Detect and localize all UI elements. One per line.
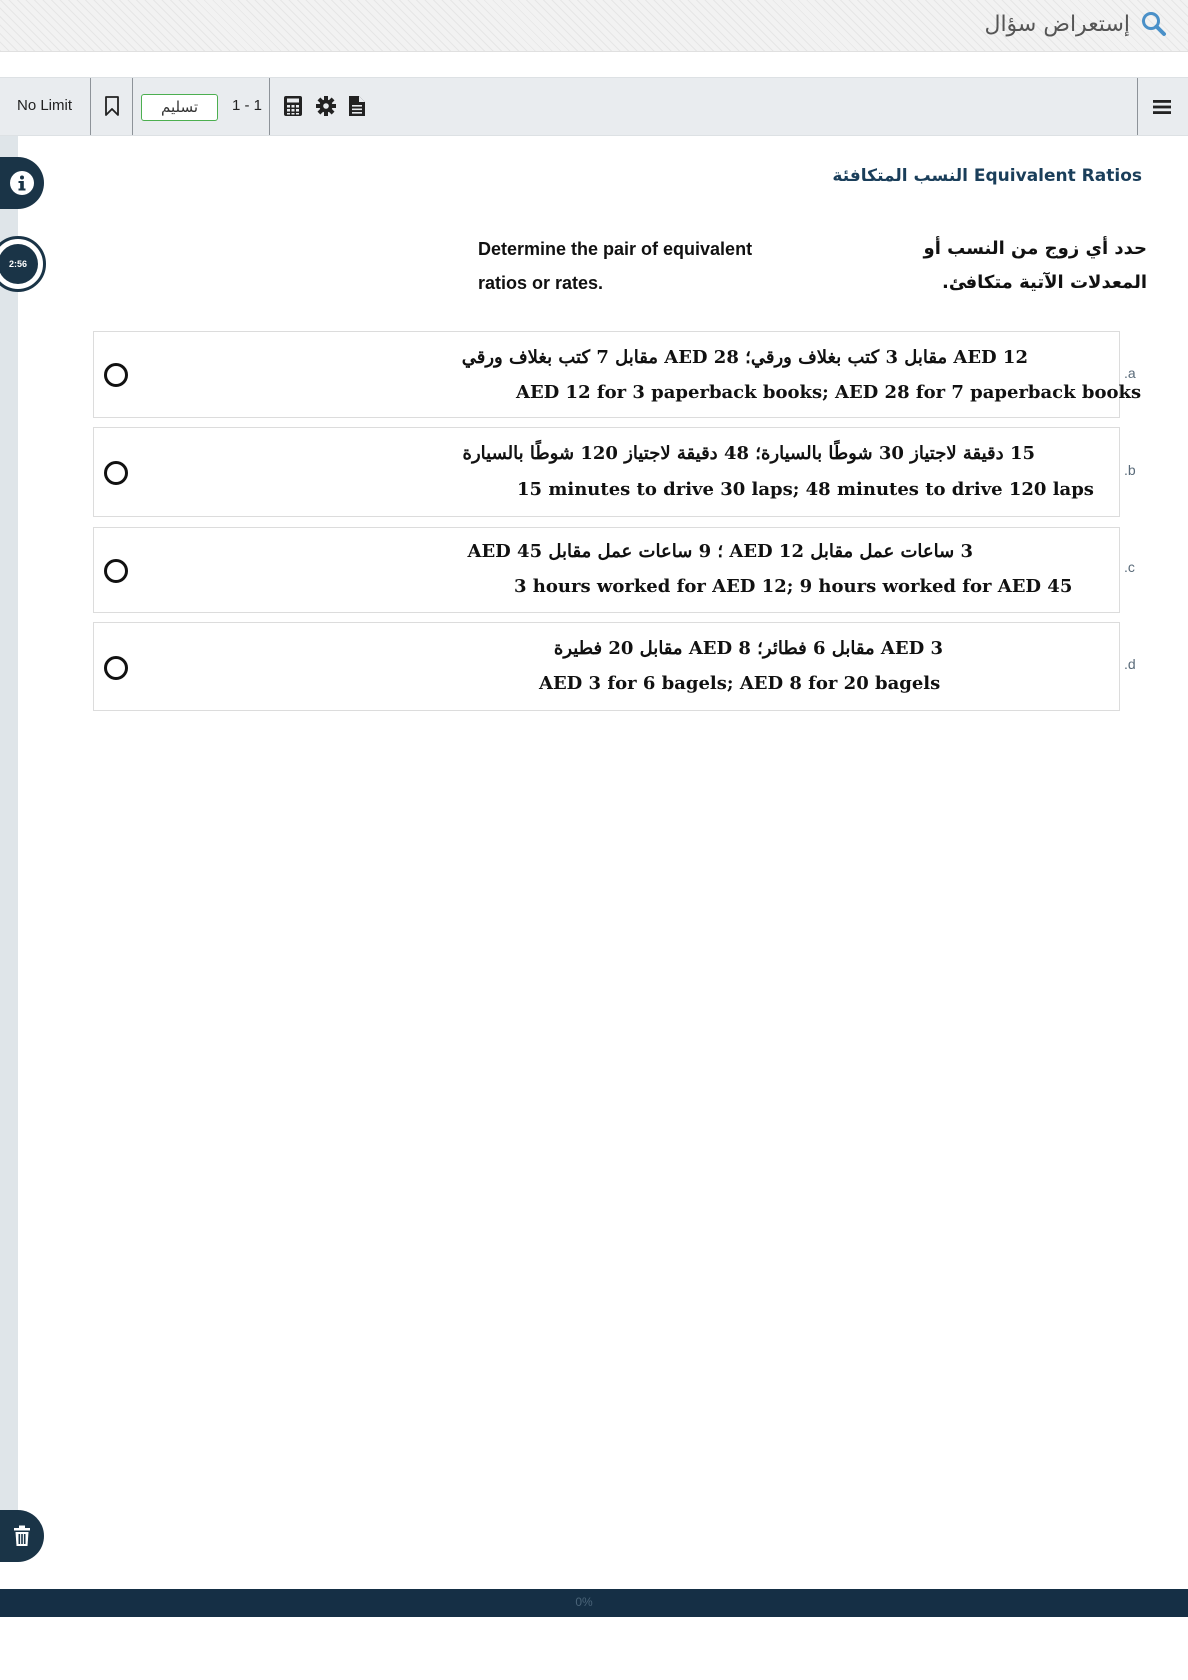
timer-value: 2:56 bbox=[0, 244, 38, 284]
option-letter: .a bbox=[1124, 365, 1136, 381]
option-text-ar: 3 ساعات عمل مقابل AED 12 ؛ 9 ساعات عمل مقابل AED 45 bbox=[467, 541, 973, 562]
toolbar bbox=[0, 77, 1188, 136]
option-text-en: AED 3 for 6 bagels; AED 8 for 20 bagels bbox=[539, 673, 941, 694]
radio-button[interactable] bbox=[104, 363, 128, 387]
gear-icon[interactable] bbox=[315, 95, 337, 117]
trash-icon bbox=[12, 1525, 32, 1547]
bookmark-icon[interactable] bbox=[104, 96, 120, 116]
clear-answer-button[interactable] bbox=[0, 1510, 44, 1562]
timer bbox=[0, 236, 46, 292]
option-text-en: 3 hours worked for AED 12; 9 hours worked for AED 45 bbox=[514, 576, 1073, 597]
option-letter: .d bbox=[1124, 656, 1136, 672]
question-text-ar: حدد أي زوج من النسب أو المعدلات الآتية متكافئ. bbox=[923, 238, 1147, 293]
progress-bar bbox=[0, 1589, 1188, 1617]
toolbar-divider bbox=[132, 78, 133, 135]
menu-icon[interactable] bbox=[1151, 96, 1173, 118]
question-text-en: Determine the pair of equivalent ratios or rates. bbox=[478, 239, 753, 293]
option-letter: .c bbox=[1124, 559, 1135, 575]
calculator-icon[interactable] bbox=[282, 95, 304, 117]
option-text-ar: AED 12 مقابل 3 كتب بغلاف ورقي؛ AED 28 مقابل 7 كتب بغلاف ورقي bbox=[461, 347, 1028, 368]
info-button[interactable] bbox=[0, 157, 44, 209]
answer-option-d[interactable] bbox=[93, 622, 1120, 711]
search-icon[interactable] bbox=[1140, 10, 1168, 38]
option-text-en: AED 12 for 3 paperback books; AED 28 for 7 paperback books bbox=[516, 382, 1142, 403]
page-title: إستعراض سؤال bbox=[984, 12, 1130, 37]
option-text-ar: AED 3 مقابل 6 فطائر؛ AED 8 مقابل 20 فطيرة bbox=[553, 638, 943, 659]
toolbar-divider bbox=[90, 78, 91, 135]
answer-option-c[interactable] bbox=[93, 527, 1120, 613]
left-rail bbox=[0, 136, 18, 1560]
radio-button[interactable] bbox=[104, 559, 128, 583]
option-letter: .b bbox=[1124, 462, 1136, 478]
progress-label: 0% bbox=[575, 1595, 593, 1609]
option-text-en: 15 minutes to drive 30 laps; 48 minutes to drive 120 laps bbox=[517, 479, 1094, 500]
page-header bbox=[0, 0, 1188, 52]
toolbar-divider bbox=[269, 78, 270, 135]
time-limit-label: No Limit bbox=[17, 97, 73, 114]
answer-option-a[interactable] bbox=[93, 331, 1142, 418]
info-icon bbox=[9, 170, 35, 196]
radio-button[interactable] bbox=[104, 461, 128, 485]
question-pager: 1 - 1 bbox=[232, 97, 263, 114]
answer-option-b[interactable] bbox=[93, 427, 1120, 517]
radio-button[interactable] bbox=[104, 656, 128, 680]
document-icon[interactable] bbox=[346, 95, 368, 117]
lesson-title: النسب المتكافئة Equivalent Ratios bbox=[832, 166, 1142, 186]
option-text-ar: 15 دقيقة لاجتياز 30 شوطًا بالسيارة؛ 48 دقيقة لاجتياز 120 شوطًا بالسيارة bbox=[462, 443, 1035, 464]
submit-button[interactable]: تسليم bbox=[141, 94, 218, 121]
toolbar-divider bbox=[1137, 78, 1138, 135]
